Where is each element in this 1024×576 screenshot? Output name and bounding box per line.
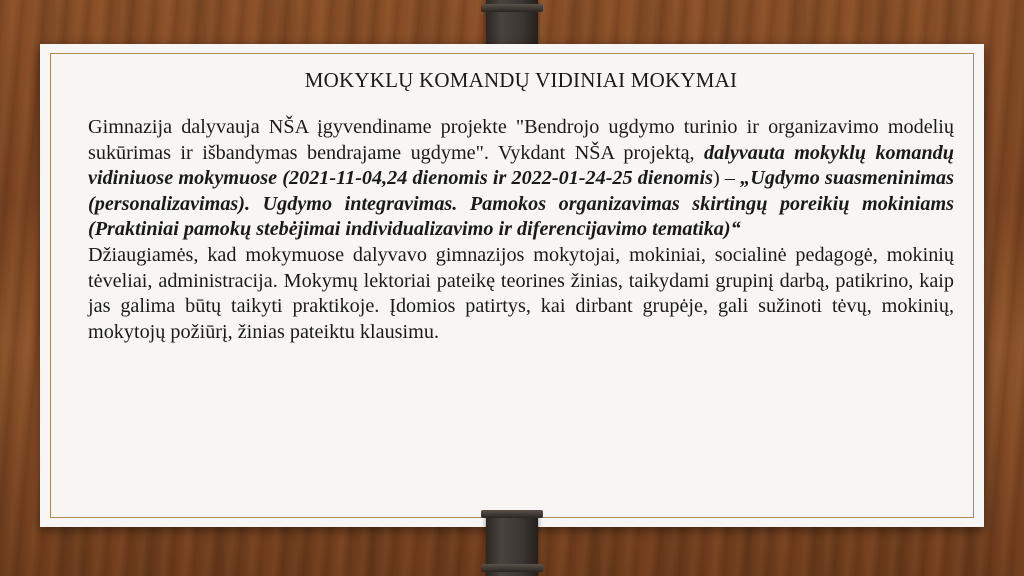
paragraph-project-intro: Gimnazija dalyvauja NŠA įgyvendiname projekte "Bendrojo ugdymo turinio ir organizavimo modelių sukūrimas ir išbandymas bendrajame ugdyme". Vykdant NŠA projektą,: [88, 116, 954, 164]
paragraph-project: [88, 115, 954, 243]
paragraph-project-topic: „Ugdymo suasmeninimas (personalizavimas). Ugdymo integravimas. Pamokos organizavimas skirtingų poreikių mokiniams (Praktiniai pamokų stebėjimai individualizavimo ir diferencijavimo tematika)“: [88, 167, 954, 241]
paragraph-project-separator: ) –: [712, 167, 741, 190]
slide-board: [40, 44, 984, 527]
bottom-hanging-strap: [486, 512, 538, 576]
slide-content: [88, 68, 954, 345]
slide-title: MOKYKLŲ KOMANDŲ VIDINIAI MOKYMAI: [304, 68, 738, 92]
paragraph-participants: Džiaugiamės, kad mokymuose dalyvavo gimnazijos mokytojai, mokiniai, socialinė pedagogė, mokinių tėveliai, administracija. Mokymų lektoriai pateikę teorines žinias, taikydami grupinį darbą, patikrino, kaip jas galima būtų taikyti praktikoje. Įdomios patirtys, kai dirbant grupėje, gali sužinoti tėvų, mokinių, mokytojų požiūrį, žinias pateiktu klausimu.: [88, 243, 954, 343]
paragraph-project-dates: dalyvauta mokyklų komandų vidiniuose mokymuose (2021-11-04,24 dienomis ir 2022-01-24-25 dienomis: [88, 141, 954, 190]
